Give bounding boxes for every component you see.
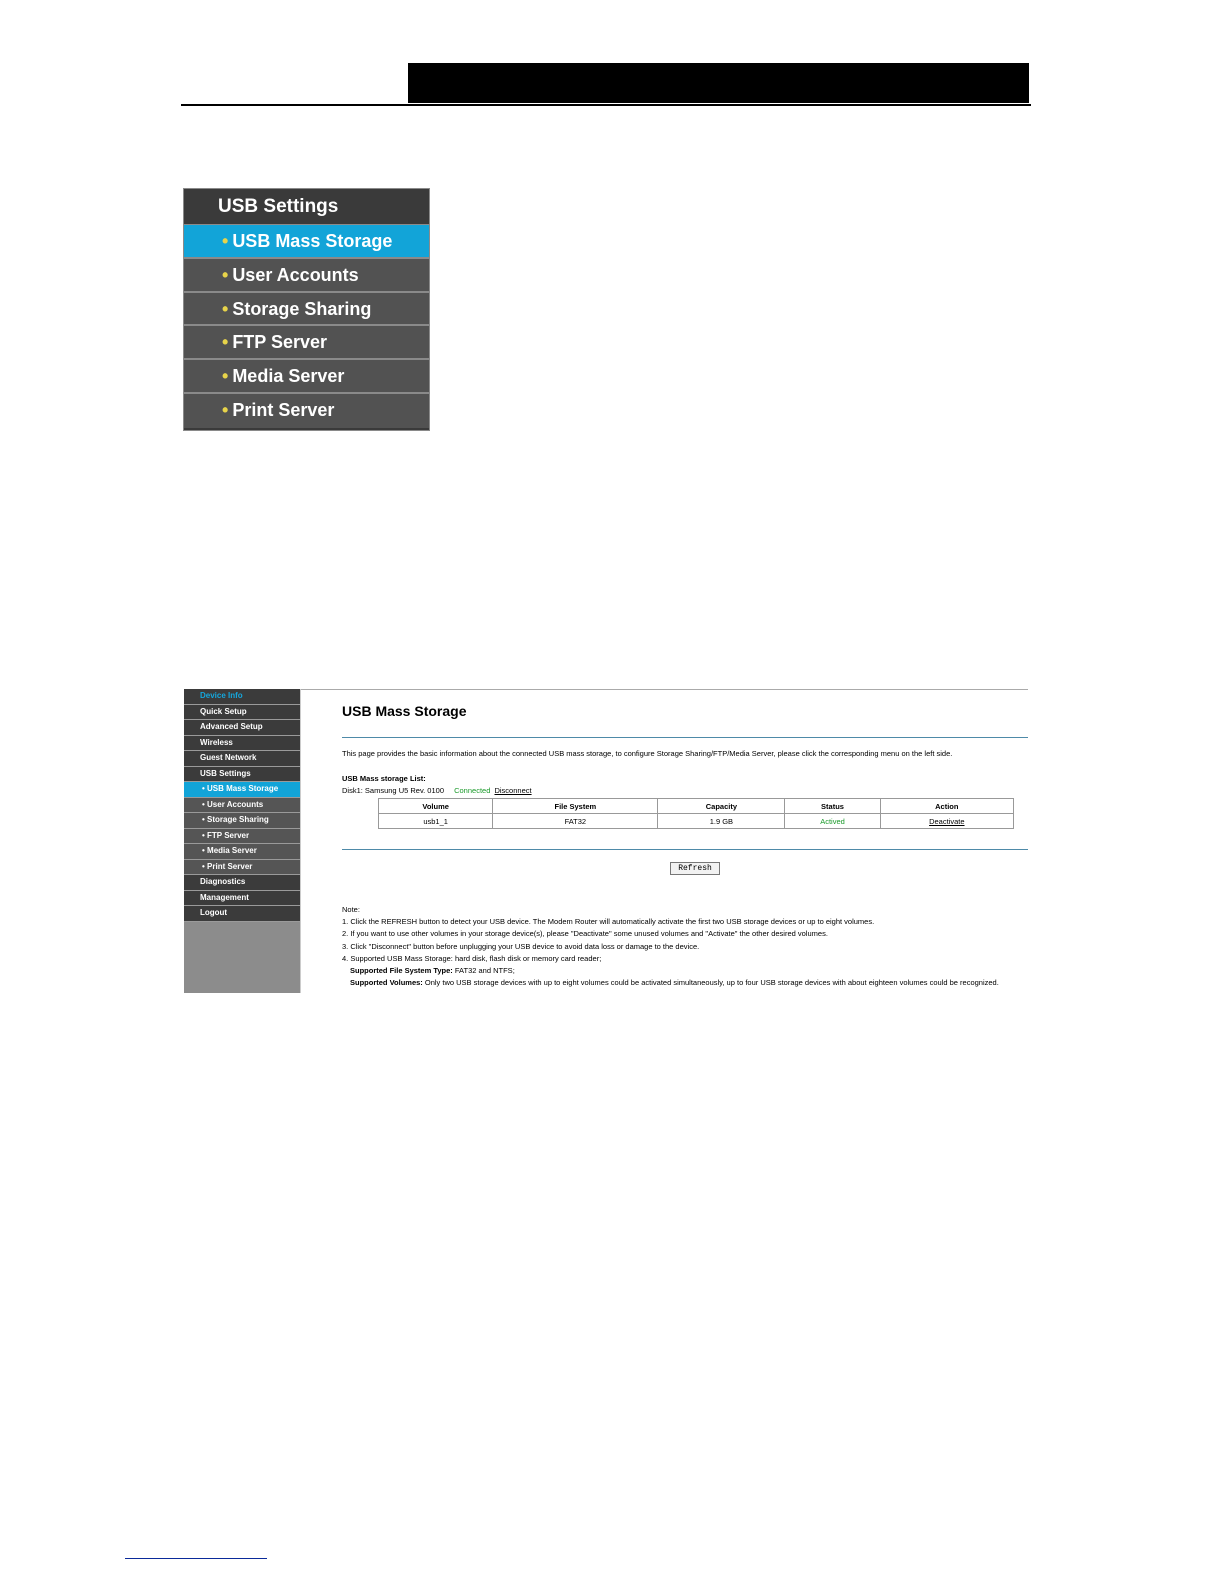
menu-item-storage-sharing[interactable] [184, 293, 429, 327]
sidebar-item-wireless[interactable]: Wireless [184, 736, 300, 752]
sidebar-item-advanced-setup[interactable]: Advanced Setup [184, 720, 300, 736]
disk-info [342, 786, 532, 795]
menu-item-media-server[interactable] [184, 360, 429, 394]
volume-table [378, 798, 1014, 829]
sidebar-item-diagnostics[interactable]: Diagnostics [184, 875, 300, 891]
col-capacity: Capacity [658, 799, 785, 814]
main-panel [301, 689, 1028, 993]
sidebar-item-media-server[interactable]: • Media Server [184, 844, 300, 860]
menu-item-user-accounts[interactable] [184, 259, 429, 293]
menu-item-label: USB Mass Storage [232, 231, 393, 251]
col-status: Status [785, 799, 880, 814]
disk-label: Disk1: Samsung U5 Rev. 0100 [342, 786, 444, 795]
note-line: 3. Click "Disconnect" button before unplugging your USB device to avoid data loss or damage to the device. [342, 941, 700, 951]
menu-item-label: Media Server [232, 366, 345, 387]
col-volume: Volume [379, 799, 493, 814]
deactivate-link[interactable]: Deactivate [880, 814, 1013, 829]
refresh-button[interactable]: Refresh [670, 862, 720, 875]
bullet-icon: • [222, 231, 229, 251]
sidebar-item-print-server[interactable]: • Print Server [184, 860, 300, 876]
bullet-icon: • [222, 264, 229, 285]
page-title: USB Mass Storage [342, 703, 467, 719]
notes-block [342, 904, 999, 989]
col-file-system: File System [493, 799, 658, 814]
cell-file-system: FAT32 [493, 814, 658, 829]
page-description: This page provides the basic information about the connected USB mass storage, to configure Storage Sharing/FTP/Media Server, please click the corresponding menu on the left side. [342, 749, 953, 758]
sidebar-nav [184, 689, 301, 993]
usb-settings-menu-figure [183, 188, 430, 431]
sidebar-item-usb-settings[interactable]: USB Settings [184, 767, 300, 783]
usb-settings-menu-title[interactable]: USB Settings [184, 189, 429, 225]
header-band [408, 63, 1029, 103]
sidebar-item-usb-mass-storage[interactable]: • USB Mass Storage [184, 782, 300, 798]
note-supported-volumes [342, 977, 999, 989]
menu-item-label: User Accounts [232, 264, 359, 285]
sidebar-item-device-info[interactable]: Device Info [184, 689, 300, 705]
note-line: 1. Click the REFRESH button to detect your USB device. The Modem Router will automatically activate the first two USB storage devices or up to eight volumes. [342, 917, 875, 927]
sidebar-item-logout[interactable]: Logout [184, 906, 300, 922]
table-row [379, 814, 1014, 829]
sidebar-item-guest-network[interactable]: Guest Network [184, 751, 300, 767]
title-divider [342, 737, 1028, 738]
disconnect-link[interactable]: Disconnect [494, 786, 532, 795]
bullet-icon: • [222, 366, 229, 387]
header-rule [181, 104, 1031, 106]
footer-rule [125, 1558, 267, 1559]
note-supported-fs [342, 965, 999, 977]
col-action: Action [880, 799, 1013, 814]
note-heading: Note: [342, 905, 360, 914]
menu-item-label: Print Server [232, 399, 335, 420]
note-label: Supported File System Type: [350, 966, 453, 976]
table-header-row [379, 799, 1014, 814]
cell-capacity: 1.9 GB [658, 814, 785, 829]
disk-status: Connected [454, 786, 491, 795]
sidebar-item-management[interactable]: Management [184, 891, 300, 907]
bullet-icon: • [222, 399, 229, 420]
cell-volume: usb1_1 [379, 814, 493, 829]
note-value: FAT32 and NTFS; [454, 966, 515, 976]
menu-item-print-server[interactable] [184, 394, 429, 428]
note-line: 2. If you want to use other volumes in your storage device(s), please "Deactivate" some unused volumes and "Activate" the other desired volumes. [342, 929, 828, 939]
menu-item-usb-mass-storage[interactable] [184, 225, 429, 259]
menu-item-label: Storage Sharing [232, 298, 372, 319]
cell-status: Actived [785, 814, 880, 829]
usb-mass-storage-screenshot [184, 689, 1028, 993]
sidebar-item-quick-setup[interactable]: Quick Setup [184, 705, 300, 721]
bullet-icon: • [222, 298, 229, 319]
sidebar-item-storage-sharing[interactable]: • Storage Sharing [184, 813, 300, 829]
note-line: 4. Supported USB Mass Storage: hard disk, flash disk or memory card reader; [342, 953, 602, 963]
sidebar-item-user-accounts[interactable]: • User Accounts [184, 798, 300, 814]
note-label: Supported Volumes: [350, 978, 423, 988]
note-value: Only two USB storage devices with up to eight volumes could be activated simultaneously, up to four USB storage devices with about eighteen volumes could be recognized. [424, 978, 999, 988]
sidebar-item-ftp-server[interactable]: • FTP Server [184, 829, 300, 845]
storage-list-heading: USB Mass storage List: [342, 774, 426, 783]
menu-item-ftp-server[interactable] [184, 326, 429, 360]
table-divider [342, 849, 1028, 850]
menu-item-label: FTP Server [232, 332, 328, 353]
bullet-icon: • [222, 332, 229, 353]
